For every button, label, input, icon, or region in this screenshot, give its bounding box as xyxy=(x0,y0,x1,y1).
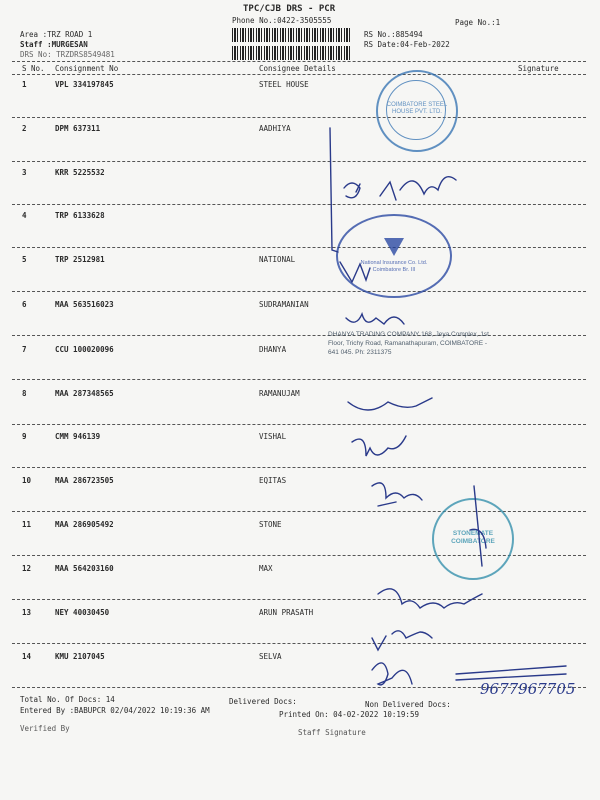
row-sno: 7 xyxy=(22,345,27,354)
row-sno: 12 xyxy=(22,564,32,573)
entered-by: Entered By :BABUPCR 02/04/2022 10:19:36 AM xyxy=(20,706,210,715)
drs-number: DRS No: TRZDRS8549481 xyxy=(20,50,115,59)
row-divider xyxy=(12,204,586,205)
page-number: Page No.:1 xyxy=(455,18,501,27)
row-sno: 6 xyxy=(22,300,27,309)
row-consignment: MAA 563516023 xyxy=(55,300,114,309)
row-consignee: VISHAL xyxy=(259,432,287,441)
row-consignment: CMM 946139 xyxy=(55,432,101,441)
row-sno: 5 xyxy=(22,255,27,264)
national-stamp-text: National Insurance Co. Ltd. Coimbatore Br. III xyxy=(360,260,428,273)
row-consignment: DPM 637311 xyxy=(55,124,101,133)
dhanya-trading-stamp: DHANYA TRADING COMPANY 168, Jeya Complex, 1st Floor, Trichy Road, Ramanathapuram, COIMBATORE - 641 045. Ph: 2311375 xyxy=(328,331,489,356)
row-divider xyxy=(12,291,586,292)
row-sno: 3 xyxy=(22,168,27,177)
row-divider xyxy=(12,424,586,425)
row-consignee: SUDRAMANIAN xyxy=(259,300,309,309)
row-consignment: MAA 286723505 xyxy=(55,476,114,485)
total-docs: Total No. Of Docs: 14 xyxy=(20,695,115,704)
barcode-bottom xyxy=(232,46,352,60)
non-delivered-docs: Non Delivered Docs: xyxy=(365,700,451,709)
report-title: TPC/CJB DRS - PCR xyxy=(243,4,336,14)
row-consignment: MAA 286905492 xyxy=(55,520,114,529)
barcode-top xyxy=(232,28,352,42)
row-consignment: KRR 5225532 xyxy=(55,168,105,177)
row-consignment: KMU 2107045 xyxy=(55,652,105,661)
row-consignee: RAMANUJAM xyxy=(259,389,300,398)
row-sno: 10 xyxy=(22,476,32,485)
row-consignee: STONE xyxy=(259,520,282,529)
col-consignment: Consignment No xyxy=(55,64,119,73)
row-consignee: SELVA xyxy=(259,652,282,661)
header-divider-top xyxy=(12,61,586,62)
rs-number: RS No.:885494 xyxy=(364,30,423,39)
row-consignee: STEEL HOUSE xyxy=(259,80,309,89)
staff-signature: Staff Signature xyxy=(298,728,366,737)
table-row xyxy=(0,211,600,255)
row-divider xyxy=(12,467,586,468)
col-sno: S No. xyxy=(22,64,45,73)
handwritten-phone: 9677967705 xyxy=(480,680,576,698)
table-row xyxy=(0,300,600,344)
row-consignment: NEY 40030450 xyxy=(55,608,110,617)
row-consignment: TRP 6133628 xyxy=(55,211,105,220)
row-sno: 4 xyxy=(22,211,27,220)
table-row xyxy=(0,255,600,299)
verified-by: Verified By xyxy=(20,724,70,733)
stonemate-stamp-text: STONEMATE COIMBATORE xyxy=(451,530,495,545)
header-divider-bottom xyxy=(12,74,586,75)
table-row xyxy=(0,345,600,389)
row-divider xyxy=(12,599,586,600)
row-consignment: CCU 100020096 xyxy=(55,345,114,354)
table-row xyxy=(0,389,600,433)
phone-number: Phone No.:0422-3505555 xyxy=(232,16,332,25)
row-divider xyxy=(12,335,586,336)
row-consignee: MAX xyxy=(259,564,273,573)
staff-label: Staff :MURGESAN xyxy=(20,40,88,49)
row-sno: 13 xyxy=(22,608,32,617)
table-row xyxy=(0,168,600,212)
rs-date: RS Date:04-Feb-2022 xyxy=(364,40,450,49)
row-divider xyxy=(12,379,586,380)
row-divider xyxy=(12,643,586,644)
row-consignment: VPL 334197845 xyxy=(55,80,114,89)
row-consignee: EQITAS xyxy=(259,476,287,485)
insurance-logo-icon xyxy=(384,238,404,256)
delivered-docs: Delivered Docs: xyxy=(229,697,297,706)
table-row xyxy=(0,608,600,652)
row-sno: 8 xyxy=(22,389,27,398)
row-sno: 11 xyxy=(22,520,32,529)
row-sno: 9 xyxy=(22,432,27,441)
row-consignee: ARUN PRASATH xyxy=(259,608,314,617)
national-insurance-stamp xyxy=(336,214,452,298)
row-consignment: TRP 2512981 xyxy=(55,255,105,264)
row-consignee: DHANYA xyxy=(259,345,287,354)
row-sno: 2 xyxy=(22,124,27,133)
table-row xyxy=(0,432,600,476)
col-signature: Signature xyxy=(518,64,559,73)
row-consignment: MAA 564203160 xyxy=(55,564,114,573)
table-row xyxy=(0,564,600,608)
stonemate-stamp xyxy=(432,498,514,580)
printed-on: Printed On: 04-02-2022 10:19:59 xyxy=(279,710,419,719)
row-divider xyxy=(12,247,586,248)
row-consignee: AADHIYA xyxy=(259,124,291,133)
table-row xyxy=(0,476,600,520)
row-consignee: NATIONAL xyxy=(259,255,296,264)
row-divider xyxy=(12,161,586,162)
col-consignee: Consignee Details xyxy=(259,64,336,73)
row-sno: 14 xyxy=(22,652,32,661)
area-label: Area :TRZ ROAD 1 xyxy=(20,30,93,39)
row-consignment: MAA 287348565 xyxy=(55,389,114,398)
steel-house-stamp xyxy=(376,70,458,152)
steel-house-stamp-text: COIMBATORE STEEL HOUSE PVT. LTD. xyxy=(386,102,448,115)
row-sno: 1 xyxy=(22,80,27,89)
row-divider xyxy=(12,117,586,118)
